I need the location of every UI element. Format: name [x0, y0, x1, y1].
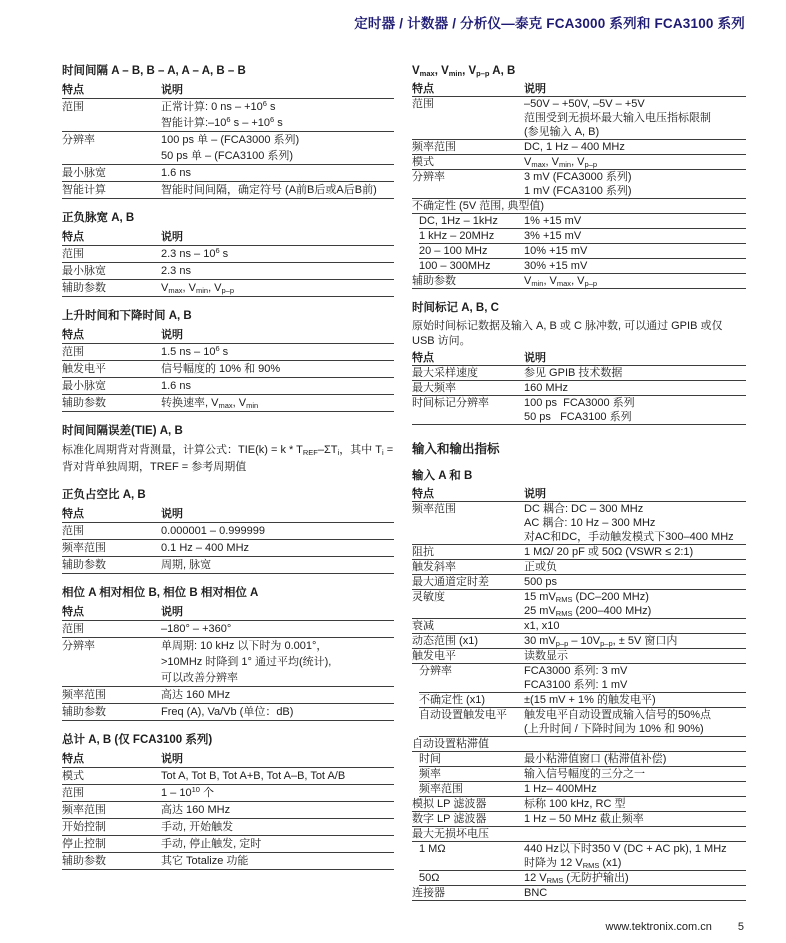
spec-row: [412, 381, 746, 396]
spec-label: 范围: [62, 787, 84, 799]
spec-value: [524, 842, 746, 870]
spec-row: [412, 396, 746, 425]
spec-label: 1 MΩ: [419, 843, 446, 855]
spec-row: [62, 395, 394, 412]
spec-row: [62, 344, 394, 361]
spec-value-line: 高达 160 MHz: [161, 804, 231, 816]
text-block: [62, 424, 394, 476]
spec-label: 分辨率: [62, 134, 95, 146]
spec-row: [419, 229, 746, 244]
spec-value-line: 0.1 Hz – 400 MHz: [161, 542, 250, 554]
spec-value-line: 读数显示: [524, 650, 568, 662]
spec-value: [524, 767, 746, 781]
spec-value: [161, 687, 394, 703]
spec-row: [62, 704, 394, 721]
spec-value-line: 单周期: 10 kHz 以下时为 0.001°，: [161, 640, 328, 652]
spec-value-line: 1.5 ns – $10^6$ s: [161, 344, 229, 358]
spec-row: [62, 785, 394, 802]
spec-label: 频率范围: [419, 783, 463, 795]
spec-value: [161, 395, 394, 411]
spec-label: 辅助参数: [62, 397, 106, 409]
spec-row: [412, 649, 746, 664]
spec-label: 时间标记分辨率: [412, 397, 489, 409]
spec-value: [524, 886, 746, 900]
column-header-description: 说明: [161, 84, 183, 96]
table-header-row: [412, 351, 746, 366]
spec-value: [161, 378, 394, 394]
spec-value-line: 1 mV (FCA3100 系列): [524, 185, 632, 197]
spec-value-line: 1 MΩ/ 20 pF 或 50Ω (VSWR ≤ 2:1): [524, 546, 694, 558]
spec-label: 20 – 100 MHz: [419, 245, 488, 257]
spec-row: [412, 812, 746, 827]
spec-row: [412, 560, 746, 575]
spec-label: 开始控制: [62, 821, 106, 833]
spec-label: 模拟 LP 滤波器: [412, 798, 487, 810]
spec-value-line: 智能计算$:-10^6$ $s - +10^6$ s: [161, 115, 283, 129]
spec-label: 灵敏度: [412, 591, 445, 603]
spec-value-line: 1.6 ns: [161, 380, 191, 392]
table-title: 输入 A 和 B: [412, 470, 473, 482]
spec-label: 50Ω: [419, 872, 440, 884]
page-number: 5: [737, 921, 744, 933]
spec-label: 范围: [62, 101, 84, 113]
spec-row: [62, 557, 394, 574]
spec-value-line: FCA3100 系列: 1 mV: [524, 679, 628, 691]
footer-url-link[interactable]: www.tektronix.com.cn: [605, 921, 712, 933]
spec-value-line: 30 $mV_{p-p} - 10V_{p-p}$, ± 5V 窗口内: [524, 635, 678, 648]
spec-value-line: 转换速率, $V_{max}$, $V_{min}$: [161, 397, 259, 410]
spec-value-line: (参见输入 A, B): [524, 126, 600, 138]
spec-row: [419, 244, 746, 259]
spec-value-line: $V_{max}$, $V_{min}$, $V_{p-p}$: [524, 156, 598, 169]
spec-label: 智能计算: [62, 184, 106, 196]
column-header-feature: 特点: [62, 508, 84, 520]
spec-row: [62, 378, 394, 395]
table-intro: 原始时间标记数据及输入 A, B 或 C 脉冲数, 可以通过 GPIB 或仅 USB 访问。: [412, 320, 723, 347]
spec-label: 频率范围: [412, 503, 456, 515]
spec-row: [62, 802, 394, 819]
spec-value: [524, 782, 746, 796]
spec-value: [524, 634, 746, 648]
column-header-description: 说明: [161, 231, 183, 243]
spec-value: [524, 560, 746, 574]
spec-value-line: 0.000001 – 0.999999: [161, 525, 265, 537]
spec-label: 范围: [412, 98, 434, 110]
spec-value: [524, 155, 746, 169]
spec-row: [62, 853, 394, 870]
spec-group-label: 最大无损坏电压: [412, 828, 489, 840]
spec-value: [524, 812, 746, 826]
table-title: 总计 A, B (仅 FCA3100 系列): [62, 734, 213, 746]
table-title: 正负脉宽 A, B: [62, 212, 135, 224]
spec-value-line: 50 ps 单 – (FCA3100 系列): [161, 150, 294, 162]
spec-value-line: –50V – +50V, –5V – +5V: [524, 98, 645, 110]
spec-value: [524, 545, 746, 559]
spec-value: [524, 649, 746, 663]
spec-row: [419, 708, 746, 737]
page-footer: [606, 921, 745, 933]
spec-value-line: 1% +15 mV: [524, 215, 582, 227]
spec-value-line: 输入信号幅度的三分之一: [524, 768, 645, 780]
spec-row: [62, 99, 394, 132]
spec-row: [412, 797, 746, 812]
spec-row: [62, 836, 394, 853]
spec-label: 不确定性 (x1): [419, 694, 485, 706]
spec-label: 停止控制: [62, 838, 106, 850]
spec-label: 连接器: [412, 887, 445, 899]
spec-row: [62, 165, 394, 182]
spec-value-line: Freq (A), Va/Vb (单位：dB): [161, 706, 294, 718]
spec-value-line: FCA3000 系列: 3 mV: [524, 665, 628, 677]
spec-label: 时间: [419, 753, 441, 765]
spec-value-line: DC 耦合: DC – 300 MHz: [524, 503, 644, 515]
spec-label: 触发电平: [412, 650, 456, 662]
spec-value: [524, 229, 746, 243]
spec-label: 辅助参数: [412, 275, 456, 287]
spec-value: [161, 621, 394, 637]
spec-label: 1 kHz – 20MHz: [419, 230, 495, 242]
spec-label: DC, 1Hz – 1kHz: [419, 215, 498, 227]
spec-row: [412, 827, 746, 842]
spec-label: 辅助参数: [62, 706, 106, 718]
spec-row: [419, 871, 746, 886]
spec-value-line: 440 Hz以下时350 V (DC + AC pk), 1 MHz: [524, 843, 727, 855]
spec-table: [62, 64, 394, 199]
spec-value-line: 高达 160 MHz: [161, 689, 231, 701]
spec-value-line: $V_{max}$, $V_{min}$, $V_{p-p}$: [161, 282, 235, 295]
spec-value: [161, 802, 394, 818]
spec-label: 动态范围 (x1): [412, 635, 478, 647]
column-header-description: 说明: [524, 83, 546, 95]
column-header-feature: 特点: [412, 352, 434, 364]
spec-value: [161, 557, 394, 573]
column-header-feature: 特点: [62, 753, 84, 765]
spec-value-line: 12 $V_{RMS}$ (无防护输出): [524, 872, 629, 885]
section-heading: 输入和输出指标: [412, 442, 500, 456]
spec-value: [524, 97, 746, 139]
table-header-row: [62, 604, 394, 621]
spec-row: [412, 737, 746, 752]
spec-value: [161, 344, 394, 360]
spec-label: 阻抗: [412, 546, 434, 558]
spec-label: 最大通道定时差: [412, 576, 489, 588]
column-header-feature: 特点: [62, 231, 84, 243]
spec-value-line: AC 耦合: 10 Hz – 300 MHz: [524, 517, 656, 529]
spec-table: [62, 211, 394, 297]
spec-row: [412, 155, 746, 170]
spec-value-line: DC, 1 Hz – 400 MHz: [524, 141, 625, 153]
spec-value: [524, 244, 746, 258]
spec-label: 数字 LP 滤波器: [412, 813, 487, 825]
spec-row: [62, 638, 394, 687]
spec-table: [62, 733, 394, 870]
spec-value-line: >10MHz 时降到 1° 通过平均(统计),: [161, 656, 332, 668]
spec-table: [412, 301, 746, 425]
spec-value-line: 可以改善分辨率: [161, 672, 238, 684]
spec-table: [412, 64, 746, 289]
spec-label: 范围: [62, 525, 84, 537]
spec-label: 衰减: [412, 620, 434, 632]
table-title: 上升时间和下降时间 A, B: [62, 310, 192, 322]
spec-label: 频率范围: [412, 141, 456, 153]
spec-value-line: 其它 Totalize 功能: [161, 855, 249, 867]
table-title: 相位 A 相对相位 B, 相位 B 相对相位 A: [62, 587, 259, 599]
table-header-row: [62, 327, 394, 344]
spec-value: [524, 693, 746, 707]
spec-value: [524, 871, 746, 885]
spec-value: [161, 263, 394, 279]
spec-value-line: 2.3 ns – $10^6$ s: [161, 246, 229, 260]
spec-value-line: 最小粘滞值窗口 (粘滞值补偿): [524, 753, 667, 765]
spec-row: [62, 621, 394, 638]
column-header-description: 说明: [161, 508, 183, 520]
spec-row: [412, 575, 746, 590]
table-title: 正负占空比 A, B: [62, 489, 146, 501]
spec-value-line: 30% +15 mV: [524, 260, 588, 272]
spec-value: [524, 664, 746, 692]
spec-label: 频率范围: [62, 542, 106, 554]
column-header-feature: 特点: [62, 329, 84, 341]
spec-value: [524, 575, 746, 589]
spec-row: [62, 246, 394, 263]
table-header-row: [62, 229, 394, 246]
spec-value: [524, 502, 746, 544]
spec-value: [524, 708, 746, 736]
table-title: 时间间隔 A – B, B – A, A – A, B – B: [62, 65, 246, 77]
spec-row: [419, 693, 746, 708]
spec-value-line: 信号幅度的 10% 和 90%: [161, 363, 281, 375]
spec-row: [412, 199, 746, 214]
spec-value-line: 时降为 12 $V_{RMS}$ (x1): [524, 857, 622, 870]
table-title: $V_{max}$, $V_{min}$, $V_{p-p}$ A, B: [412, 65, 516, 78]
spec-label: 频率范围: [62, 804, 106, 816]
spec-value: [161, 246, 394, 262]
spec-value-line: Tot A, Tot B, Tot A+B, Tot A–B, Tot A/B: [161, 770, 346, 782]
right-column: [412, 64, 746, 901]
spec-value-line: 1 Hz– 400MHz: [524, 783, 597, 795]
spec-row: [412, 140, 746, 155]
column-header-description: 说明: [524, 488, 546, 500]
spec-value-line: 2.3 ns: [161, 265, 191, 277]
spec-table: [62, 586, 394, 721]
spec-value: [524, 170, 746, 198]
spec-label: 最大采样速度: [412, 367, 478, 379]
spec-value: [161, 523, 394, 539]
spec-row: [419, 842, 746, 871]
spec-value: [524, 259, 746, 273]
spec-table: [62, 488, 394, 574]
spec-row: [62, 819, 394, 836]
spec-value-line: 手动, 开始触发: [161, 821, 234, 833]
spec-label: 最小脉宽: [62, 265, 106, 277]
spec-label: 分辨率: [412, 171, 445, 183]
spec-row: [62, 280, 394, 297]
spec-value: [161, 768, 394, 784]
spec-value-line: (上升时间 / 下降时间为 10% 和 90%): [524, 723, 704, 735]
spec-row: [62, 768, 394, 785]
spec-value-line: 10% +15 mV: [524, 245, 588, 257]
spec-value: [524, 396, 746, 424]
spec-row: [412, 886, 746, 901]
spec-value: [161, 836, 394, 852]
spec-row: [412, 97, 746, 140]
column-header-description: 说明: [161, 329, 183, 341]
spec-label: 触发斜率: [412, 561, 456, 573]
spec-value-line: 25 $mV_{RMS}$ (200–400 MHz): [524, 605, 652, 618]
spec-value: [524, 274, 746, 288]
spec-row: [62, 540, 394, 557]
spec-value: [524, 366, 746, 380]
spec-value-line: 3% +15 mV: [524, 230, 582, 242]
spec-row: [412, 619, 746, 634]
spec-label: 100 – 300MHz: [419, 260, 491, 272]
spec-row: [419, 767, 746, 782]
spec-row: [419, 752, 746, 767]
spec-label: 模式: [412, 156, 434, 168]
spec-value-line: 参见 GPIB 技术数据: [524, 367, 623, 379]
spec-value: [161, 785, 394, 801]
spec-label: 最大频率: [412, 382, 456, 394]
spec-table: [62, 309, 394, 412]
spec-value-line: –180° – +360°: [161, 623, 232, 635]
spec-label: 最小脉宽: [62, 380, 106, 392]
spec-value-line: 范围受到无损坏最大输入电压指标限制: [524, 112, 711, 124]
spec-row: [412, 502, 746, 545]
spec-row: [62, 263, 394, 280]
spec-value: [524, 752, 746, 766]
spec-value-line: x1, x10: [524, 620, 560, 632]
spec-value-line: 1.6 ns: [161, 167, 191, 179]
spec-label: 频率范围: [62, 689, 106, 701]
spec-value: [524, 214, 746, 228]
spec-value-line: 100 ps 单 – (FCA3000 系列): [161, 134, 300, 146]
left-column: [62, 64, 394, 870]
spec-label: 频率: [419, 768, 441, 780]
spec-row: [419, 259, 746, 274]
table-header-row: [412, 82, 746, 97]
spec-row: [62, 523, 394, 540]
spec-row: [412, 634, 746, 649]
spec-value-line: 160 MHz: [524, 382, 569, 394]
spec-value-line: BNC: [524, 887, 548, 899]
spec-row: [412, 545, 746, 560]
spec-row: [412, 366, 746, 381]
spec-label: 最小脉宽: [62, 167, 106, 179]
spec-value-line: 正常计算: 0 ns – $+10^6$ s: [161, 99, 276, 113]
table-header-row: [62, 82, 394, 99]
column-header-feature: 特点: [412, 488, 434, 500]
spec-label: 辅助参数: [62, 559, 106, 571]
column-header-feature: 特点: [62, 606, 84, 618]
spec-row: [62, 132, 394, 165]
table-title: 时间标记 A, B, C: [412, 302, 499, 314]
spec-value-line: ±(15 mV + 1% 的触发电平): [524, 694, 656, 706]
table-header-row: [412, 487, 746, 502]
spec-label: 触发电平: [62, 363, 106, 375]
spec-label: 范围: [62, 346, 84, 358]
spec-value: [524, 381, 746, 395]
spec-label: 分辨率: [419, 665, 452, 677]
spec-value: [161, 853, 394, 869]
spec-value-line: $1 - 10^{10}$ 个: [161, 785, 214, 799]
content-columns: [62, 64, 746, 901]
spec-label: 辅助参数: [62, 855, 106, 867]
spec-value-line: 15 $mV_{RMS}$ (DC–200 MHz): [524, 591, 649, 604]
spec-value: [161, 704, 394, 720]
spec-value-line: 手动, 停止触发, 定时: [161, 838, 262, 850]
column-header-feature: 特点: [62, 84, 84, 96]
spec-label: 辅助参数: [62, 282, 106, 294]
column-header-feature: 特点: [412, 83, 434, 95]
spec-value: [161, 638, 394, 686]
spec-value: [524, 140, 746, 154]
spec-value: [161, 819, 394, 835]
spec-label: 分辨率: [62, 640, 95, 652]
column-header-description: 说明: [161, 606, 183, 618]
spec-value-line: 3 mV (FCA3000 系列): [524, 171, 632, 183]
spec-label: 范围: [62, 623, 84, 635]
spec-label: 模式: [62, 770, 84, 782]
spec-row: [62, 182, 394, 199]
table-paragraph: 标准化周期背对背测量，计算公式：$TIE(k) = k * T_{REF}-\Sigma T_i$，其中 $T_i$ = 背对背单独周期，TREF = 参考周期值: [62, 444, 394, 473]
spec-row: [412, 590, 746, 619]
spec-group-label: 不确定性 (5V 范围, 典型值): [412, 200, 545, 212]
spec-value-line: 50 ps FCA3100 系列: [524, 411, 632, 423]
spec-row: [62, 687, 394, 704]
spec-value: [161, 132, 394, 164]
spec-row: [419, 782, 746, 797]
spec-row: [412, 274, 746, 289]
spec-value-line: 智能时间间隔，确定符号 (A前B后或A后B前): [161, 184, 377, 196]
table-header-row: [62, 751, 394, 768]
spec-row: [412, 170, 746, 199]
spec-value: [524, 619, 746, 633]
spec-value: [524, 590, 746, 618]
spec-value: [161, 280, 394, 296]
column-header-description: 说明: [161, 753, 183, 765]
spec-value-line: 周期, 脉宽: [161, 559, 212, 571]
spec-value-line: 对AC和DC，手动触发模式下300–400 MHz: [524, 531, 734, 543]
spec-value-line: 1 Hz – 50 MHz 截止频率: [524, 813, 644, 825]
column-header-description: 说明: [524, 352, 546, 364]
spec-value-line: $V_{min}$, $V_{max}$, $V_{p-p}$: [524, 275, 598, 288]
spec-value: [161, 182, 394, 198]
spec-label: 范围: [62, 248, 84, 260]
spec-value: [161, 361, 394, 377]
page-title: 定时器 / 计数器 / 分析仪—泰克 FCA3000 系列和 FCA3100 系列: [354, 16, 745, 31]
spec-value-line: 触发电平自动设置成输入信号的50%点: [524, 709, 712, 721]
spec-value-line: 500 ps: [524, 576, 558, 588]
spec-value-line: 标称 100 kHz, RC 型: [524, 798, 626, 810]
spec-row: [419, 214, 746, 229]
spec-value: [161, 165, 394, 181]
spec-table: [412, 469, 746, 901]
table-header-row: [62, 506, 394, 523]
spec-row: [419, 664, 746, 693]
spec-value-line: 100 ps FCA3000 系列: [524, 397, 635, 409]
spec-value: [161, 99, 394, 131]
table-title: 时间间隔误差(TIE) A, B: [62, 425, 183, 437]
spec-value-line: 正或负: [524, 561, 557, 573]
spec-value: [161, 540, 394, 556]
spec-label: 自动设置触发电平: [419, 709, 507, 721]
spec-row: [62, 361, 394, 378]
spec-value: [524, 797, 746, 811]
spec-group-label: 自动设置粘滞值: [412, 738, 489, 750]
